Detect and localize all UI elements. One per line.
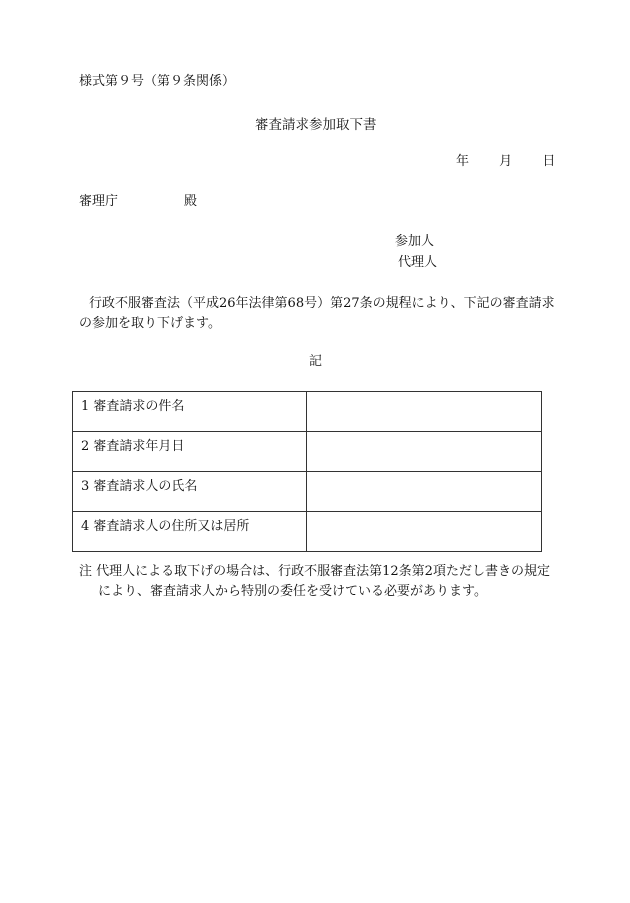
table-row <box>73 432 542 472</box>
ki-heading: 記 <box>309 354 323 369</box>
date-year-label: 年 <box>456 154 470 169</box>
body-line-2: の参加を取り下げます。 <box>79 316 221 331</box>
form-number: 様式第９号（第９条関係） <box>79 74 236 89</box>
addressee <box>79 194 197 210</box>
agent-label: 代理人 <box>398 255 438 270</box>
participant-label: 参加人 <box>395 234 435 249</box>
date-day-label: 日 <box>542 154 556 169</box>
addressee-org: 審理庁 <box>79 194 119 209</box>
note <box>79 562 559 602</box>
item-label: 3 審査請求人の氏名 <box>73 472 307 512</box>
item-label: 1 審査請求の件名 <box>73 392 307 432</box>
items-table <box>72 391 542 552</box>
item-label: 4 審査請求人の住所又は居所 <box>73 512 307 552</box>
item-value-field[interactable] <box>307 512 542 552</box>
date-month-label: 月 <box>499 154 513 169</box>
item-value-field[interactable] <box>307 432 542 472</box>
date-line <box>456 154 555 170</box>
addressee-honorific: 殿 <box>184 194 198 209</box>
body-line-1: 行政不服審査法（平成26年法律第68号）第27条の規程により、下記の審査請求 <box>89 296 555 311</box>
item-value-field[interactable] <box>307 392 542 432</box>
document-title: 審査請求参加取下書 <box>255 117 377 133</box>
body-text <box>79 294 554 334</box>
note-line-2: により、審査請求人から特別の委任を受けている必要があります。 <box>98 584 487 599</box>
table-row <box>73 512 542 552</box>
table-row <box>73 392 542 432</box>
item-value-field[interactable] <box>307 472 542 512</box>
item-label: 2 審査請求年月日 <box>73 432 307 472</box>
table-row <box>73 472 542 512</box>
note-line-1: 注 代理人による取下げの場合は、行政不服審査法第12条第2項ただし書きの規定 <box>79 564 550 579</box>
